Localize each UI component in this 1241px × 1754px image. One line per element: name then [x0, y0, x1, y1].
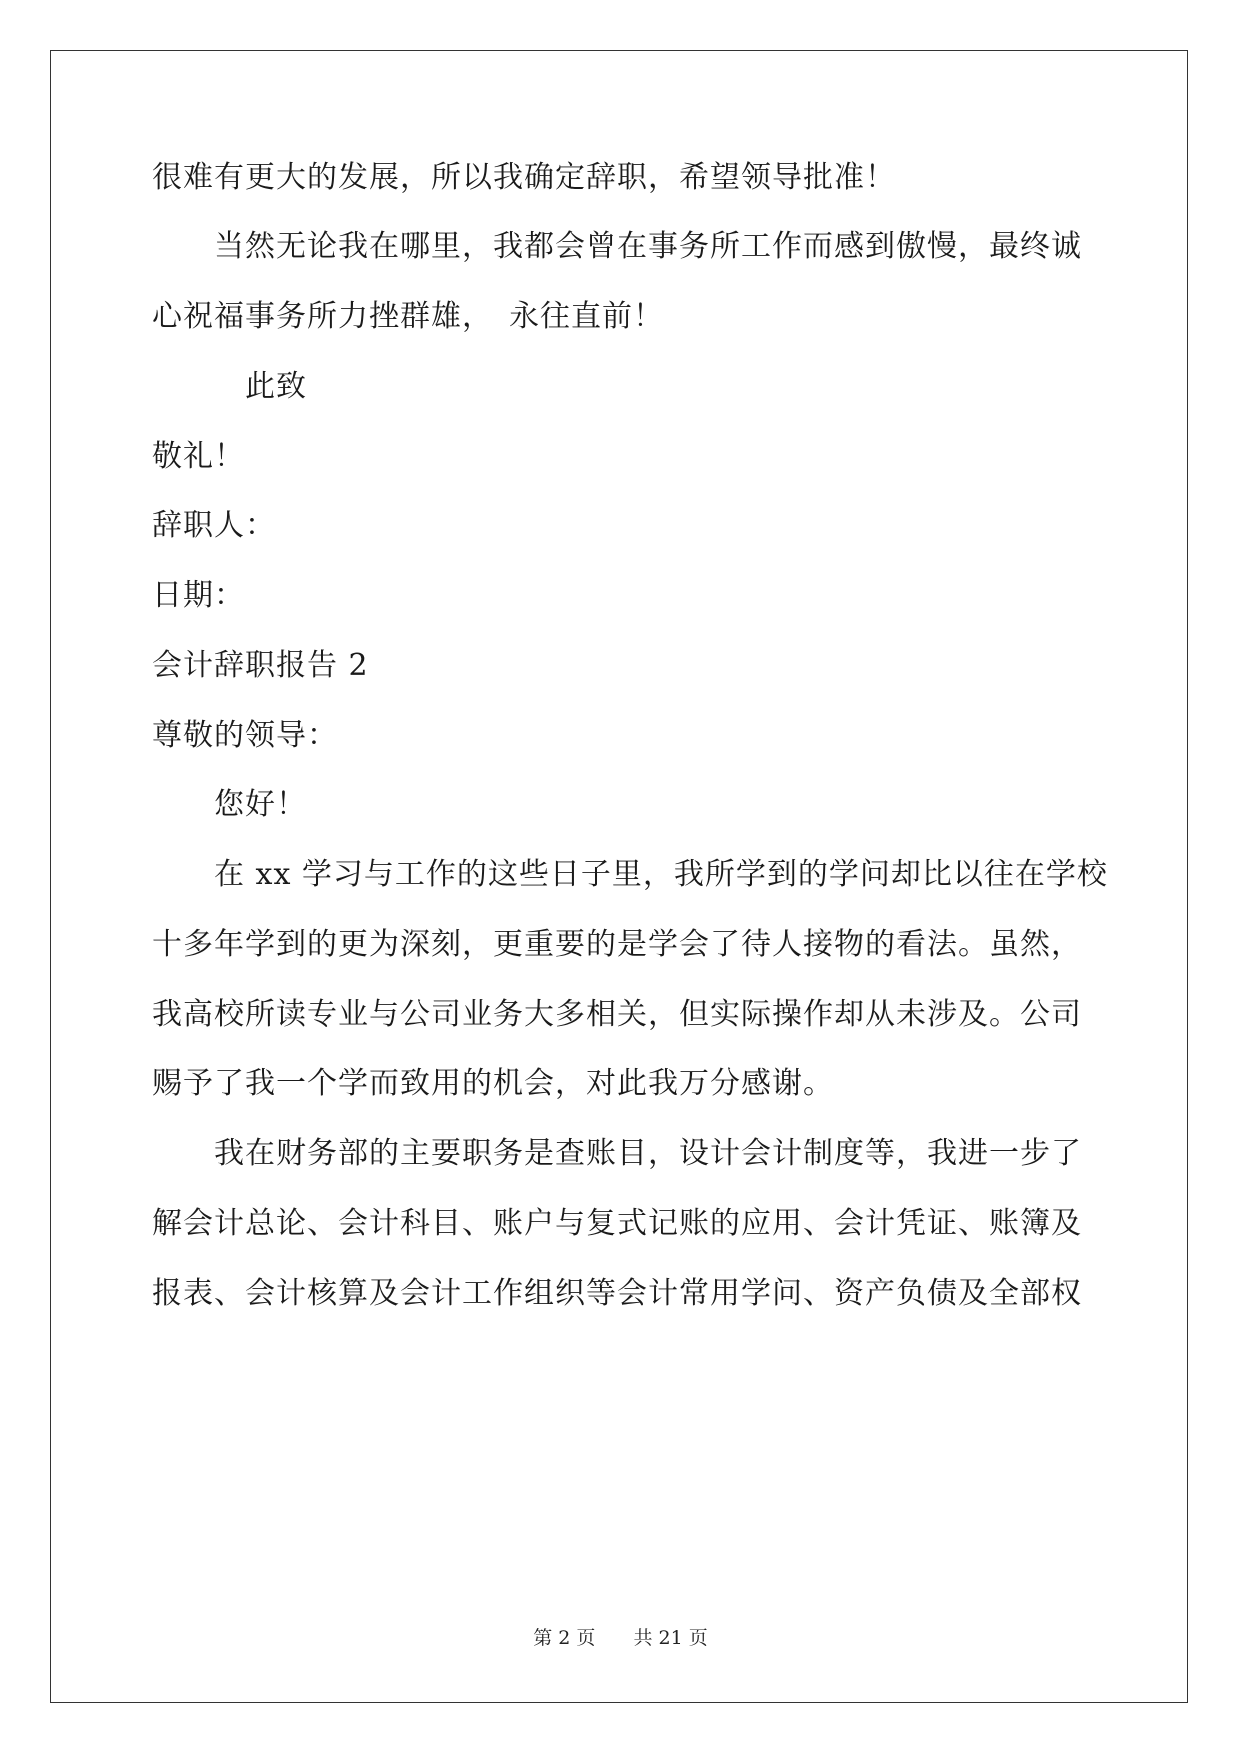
paragraph-line: 在 xx 学习与工作的这些日子里，我所学到的学问却比以往在学校 [214, 857, 1108, 892]
paragraph-line: 解会计总论、会计科目、账户与复式记账的应用、会计凭证、账簿及 [152, 1206, 1082, 1241]
text-line: 很难有更大的发展，所以我确定辞职，希望领导批准！ [152, 160, 896, 195]
greeting-line: 您好！ [214, 787, 307, 822]
section-title: 会计辞职报告 2 [152, 648, 369, 683]
page-total: 共 21 页 [633, 1627, 708, 1649]
page-footer [0, 1626, 1241, 1650]
paragraph-line: 赐予了我一个学而致用的机会，对此我万分感谢。 [152, 1066, 834, 1101]
text-line: 心祝福事务所力挫群雄， 永往直前！ [152, 299, 664, 334]
closing-phrase: 此致 [245, 369, 307, 404]
signature-label: 辞职人： [152, 508, 276, 543]
paragraph-line: 报表、会计核算及会计工作组织等会计常用学问、资产负债及全部权 [152, 1276, 1082, 1311]
date-label: 日期： [152, 578, 245, 613]
paragraph-line: 我高校所读专业与公司业务大多相关，但实际操作却从未涉及。公司 [152, 997, 1082, 1032]
paragraph-line: 当然无论我在哪里，我都会曾在事务所工作而感到傲慢，最终诚 [214, 229, 1082, 264]
greeting: 尊敬的领导： [152, 718, 338, 753]
paragraph-line: 十多年学到的更为深刻，更重要的是学会了待人接物的看法。虽然， [152, 927, 1082, 962]
page-number: 第 2 页 [533, 1627, 596, 1649]
salutation-closing: 敬礼！ [152, 439, 245, 474]
paragraph-line: 我在财务部的主要职务是查账目，设计会计制度等，我进一步了 [214, 1136, 1082, 1171]
